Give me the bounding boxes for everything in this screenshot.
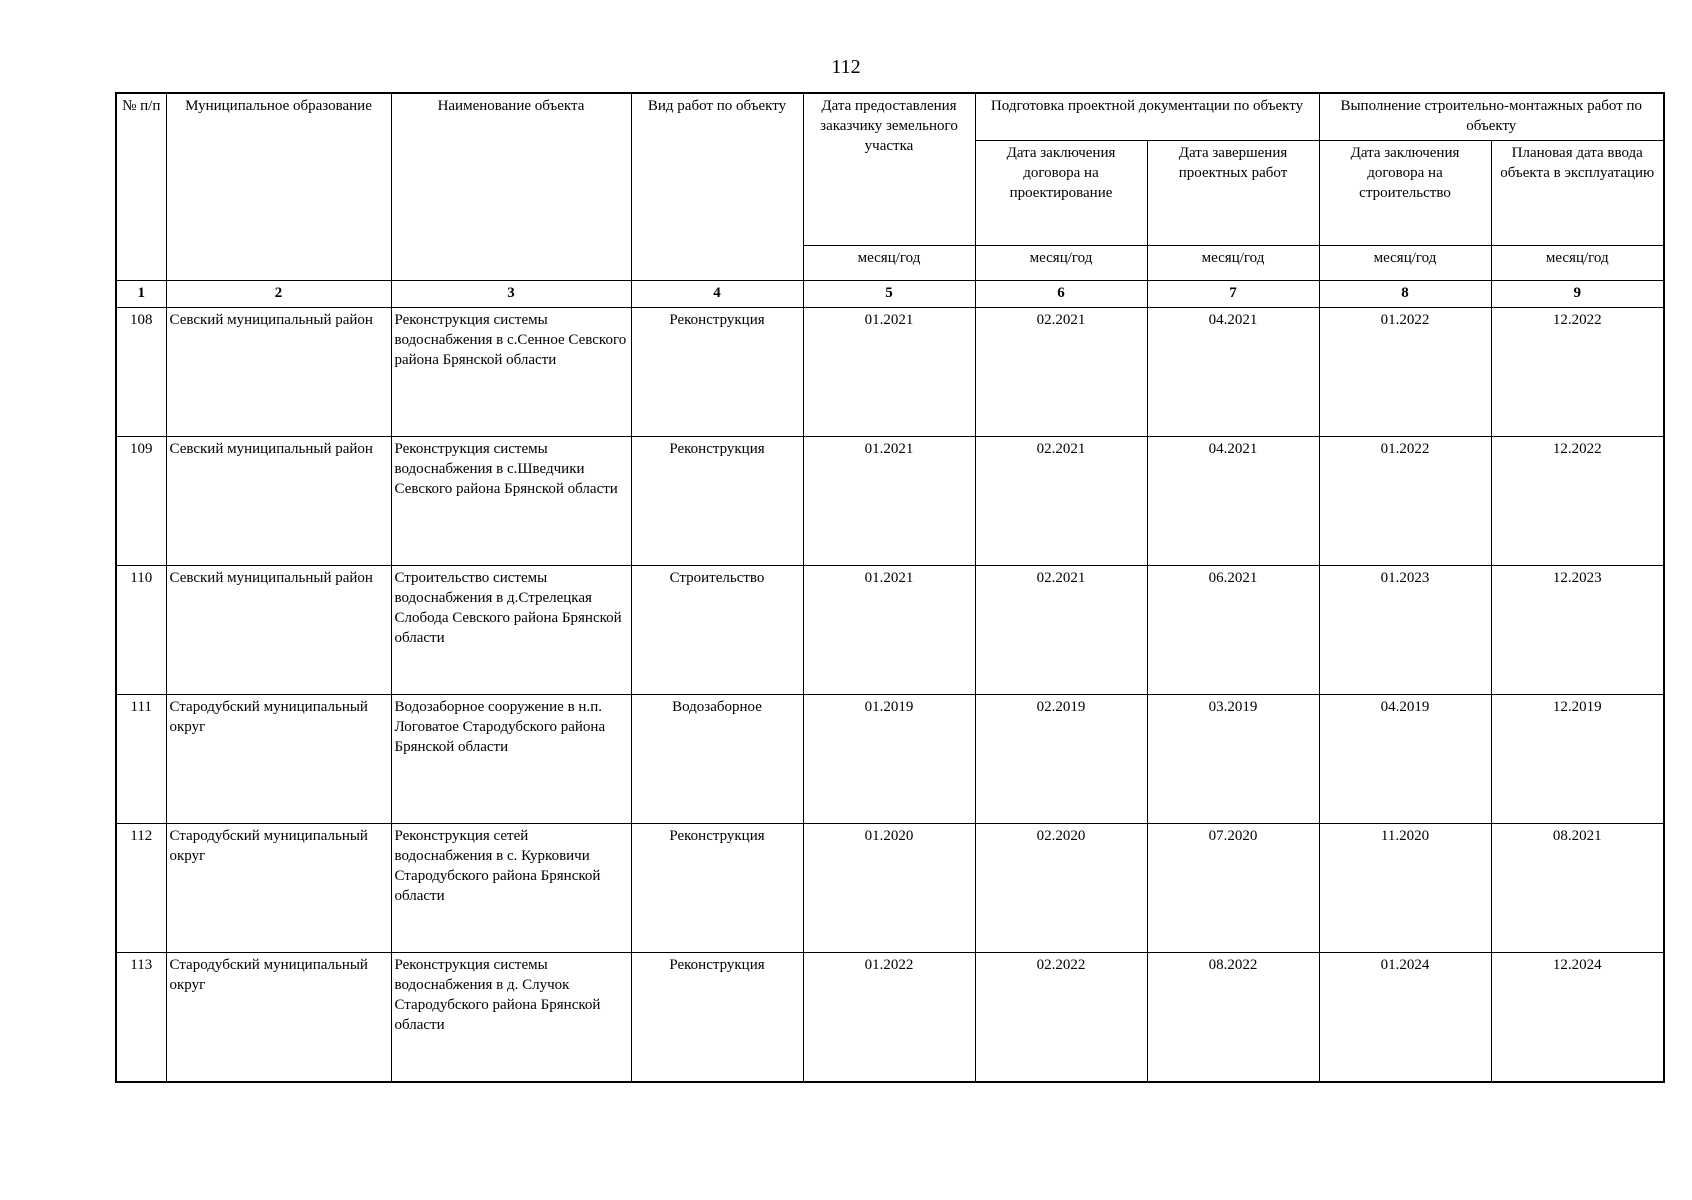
land-date-cell: 01.2021 [803,566,975,695]
row-number: 108 [116,308,166,437]
column-number: 4 [631,281,803,308]
land-date-cell: 01.2021 [803,437,975,566]
municipality-cell: Стародубский муниципальный округ [166,695,391,824]
design-end-cell: 07.2020 [1147,824,1319,953]
municipality-cell: Севский муниципальный район [166,437,391,566]
row-number: 112 [116,824,166,953]
work-type-cell: Реконструкция [631,308,803,437]
work-type-cell: Реконструкция [631,953,803,1083]
page-number: 112 [831,56,861,78]
object-cell: Строительство системы водоснабжения в д.Стрелецкая Слобода Севского района Брянской области [391,566,631,695]
table-row [116,695,1664,824]
object-cell: Реконструкция системы водоснабжения в д. Случок Стародубского района Брянской области [391,953,631,1083]
land-date-cell: 01.2020 [803,824,975,953]
design-contract-cell: 02.2020 [975,824,1147,953]
commission-cell: 12.2023 [1491,566,1664,695]
land-date-cell: 01.2021 [803,308,975,437]
header-col-design-contract: Дата заключения договора на проектирование [975,141,1147,246]
table-row [116,953,1664,1083]
work-type-cell: Реконструкция [631,437,803,566]
header-col-design-end: Дата завершения проектных работ [1147,141,1319,246]
unit-label: месяц/год [803,246,975,281]
header-col-number: № п/п [116,93,166,281]
object-cell: Реконструкция сетей водоснабжения в с. Курковичи Стародубского района Брянской области [391,824,631,953]
object-cell: Водозаборное сооружение в н.п. Логоватое Стародубского района Брянской области [391,695,631,824]
row-number: 110 [116,566,166,695]
unit-label: месяц/год [1319,246,1491,281]
design-end-cell: 04.2021 [1147,437,1319,566]
municipality-cell: Стародубский муниципальный округ [166,824,391,953]
object-cell: Реконструкция системы водоснабжения в с.Шведчики Севского района Брянской области [391,437,631,566]
column-number: 9 [1491,281,1664,308]
work-type-cell: Строительство [631,566,803,695]
column-number: 5 [803,281,975,308]
column-number-row [116,281,1664,308]
row-number: 111 [116,695,166,824]
header-col-commission: Плановая дата ввода объекта в эксплуатацию [1491,141,1664,246]
table-row [116,308,1664,437]
design-end-cell: 08.2022 [1147,953,1319,1083]
design-end-cell: 03.2019 [1147,695,1319,824]
object-cell: Реконструкция системы водоснабжения в с.Сенное Севского района Брянской области [391,308,631,437]
municipality-cell: Севский муниципальный район [166,308,391,437]
table-row [116,566,1664,695]
land-date-cell: 01.2022 [803,953,975,1083]
commission-cell: 12.2024 [1491,953,1664,1083]
work-type-cell: Реконструкция [631,824,803,953]
unit-label: месяц/год [975,246,1147,281]
header-group-design: Подготовка проектной документации по объекту [975,93,1319,141]
unit-label: месяц/год [1147,246,1319,281]
commission-cell: 08.2021 [1491,824,1664,953]
column-number: 2 [166,281,391,308]
build-contract-cell: 11.2020 [1319,824,1491,953]
objects-table [115,92,1665,1083]
header-col-municipality: Муниципальное образование [166,93,391,281]
column-number: 7 [1147,281,1319,308]
design-contract-cell: 02.2021 [975,566,1147,695]
design-end-cell: 04.2021 [1147,308,1319,437]
land-date-cell: 01.2019 [803,695,975,824]
unit-label: месяц/год [1491,246,1664,281]
column-number: 8 [1319,281,1491,308]
column-number: 6 [975,281,1147,308]
row-number: 113 [116,953,166,1083]
commission-cell: 12.2022 [1491,437,1664,566]
design-contract-cell: 02.2019 [975,695,1147,824]
header-col-object: Наименование объекта [391,93,631,281]
row-number: 109 [116,437,166,566]
header-col-build-contract: Дата заключения договора на строительство [1319,141,1491,246]
header-col-work-type: Вид работ по объекту [631,93,803,281]
build-contract-cell: 01.2023 [1319,566,1491,695]
table-row [116,824,1664,953]
design-contract-cell: 02.2021 [975,308,1147,437]
header-row-main [116,93,1664,141]
design-end-cell: 06.2021 [1147,566,1319,695]
header-col-land-date: Дата предоставления заказчику земельного участка [803,93,975,246]
design-contract-cell: 02.2021 [975,437,1147,566]
build-contract-cell: 04.2019 [1319,695,1491,824]
build-contract-cell: 01.2024 [1319,953,1491,1083]
column-number: 1 [116,281,166,308]
header-group-construction: Выполнение строительно-монтажных работ по объекту [1319,93,1664,141]
design-contract-cell: 02.2022 [975,953,1147,1083]
build-contract-cell: 01.2022 [1319,308,1491,437]
commission-cell: 12.2022 [1491,308,1664,437]
municipality-cell: Севский муниципальный район [166,566,391,695]
column-number: 3 [391,281,631,308]
work-type-cell: Водозаборное [631,695,803,824]
municipality-cell: Стародубский муниципальный округ [166,953,391,1083]
commission-cell: 12.2019 [1491,695,1664,824]
table-row [116,437,1664,566]
build-contract-cell: 01.2022 [1319,437,1491,566]
